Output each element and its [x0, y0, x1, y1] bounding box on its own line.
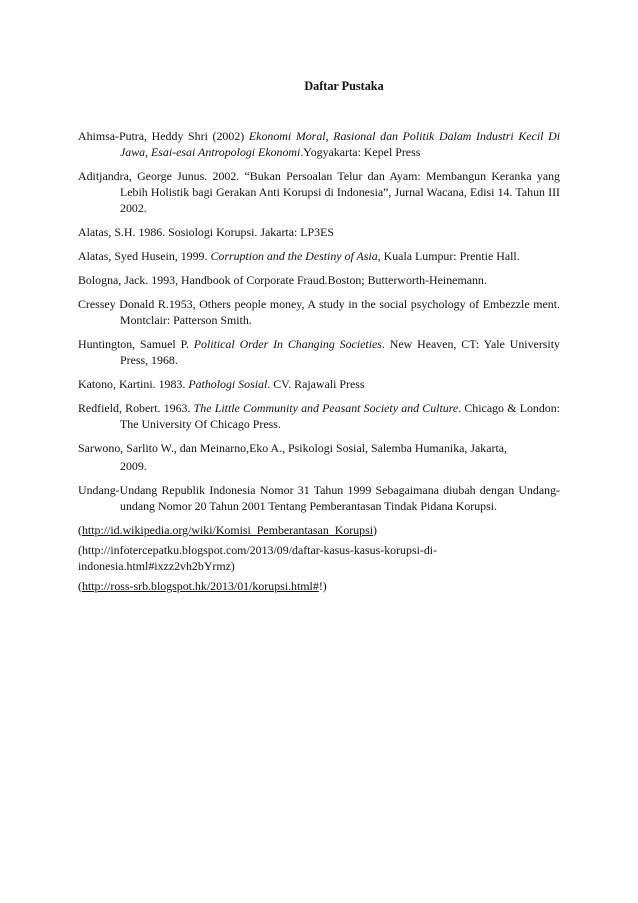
reference-ahimsa-putra: Ahimsa-Putra, Heddy Shri (2002) Ekonomi Moral, Rasional dan Politik Dalam Industri Kecil Di Jawa, Esai-esai Antropologi Ekonomi.Yogyakarta: Kepel Press: [78, 129, 561, 159]
reference-alatas-sh: Alatas, S.H. 1986. Sosiologi Korupsi. Jakarta: LP3ES: [78, 225, 334, 239]
reference-cressey: Cressey Donald R.1953, Others people money, A study in the social psychology of Embezzle ment. Montclair: Patterson Smith.: [78, 297, 560, 327]
reference-url-wikipedia: (http://id.wikipedia.org/wiki/Komisi_Pemberantasan_Korupsi): [78, 523, 378, 537]
reference-list: [78, 128, 560, 602]
page-title: Daftar Pustaka: [304, 79, 384, 93]
reference-url-ross-srb: (http://ross-srb.blogspot.hk/2013/01/korupsi.html#!): [78, 579, 327, 593]
reference-katono: Katono, Kartini. 1983. Pathologi Sosial. CV. Rajawali Press: [78, 377, 365, 391]
reference-huntington: Huntington, Samuel P. Political Order In Changing Societies. New Heaven, CT: Yale University Press, 1968.: [78, 337, 560, 367]
reference-bologna: Bologna, Jack. 1993, Handbook of Corporate Fraud.Boston; Butterworth-Heinemann.: [78, 273, 487, 287]
reference-aditjandra: Aditjandra, George Junus. 2002. “Bukan Persoalan Telur dan Ayam: Membangun Keranka yang Lebih Holistik bagi Gerakan Anti Korupsi di Indonesia”, Jurnal Wacana, Edisi 14. Tahun III 2002.: [78, 169, 560, 215]
wikipedia-link[interactable]: http://id.wikipedia.org/wiki/Komisi_Pemberantasan_Korupsi: [81, 523, 374, 537]
reference-alatas-syed-husein: Alatas, Syed Husein, 1999. Corruption and the Destiny of Asia, Kuala Lumpur: Prentie Hall.: [78, 249, 520, 263]
reference-redfield: Redfield, Robert. 1963. The Little Community and Peasant Society and Culture. Chicago & London: The University Of Chicago Press.: [78, 401, 560, 431]
reference-sarwono: Sarwono, Sarlito W., dan Meinarno,Eko A., Psikologi Sosial, Salemba Humanika, Jakarta,: [78, 441, 508, 455]
reference-sarwono-year: 2009.: [120, 459, 147, 473]
reference-undang-undang: Undang-Undang Republik Indonesia Nomor 31 Tahun 1999 Sebagaimana diubah dengan Undang-undang Nomor 20 Tahun 2001 Tentang Pemberantasan Tindak Pidana Korupsi.: [78, 483, 560, 513]
ross-srb-link[interactable]: http://ross-srb.blogspot.hk/2013/01/korupsi.html#: [81, 579, 319, 593]
reference-url-infotercepatku: (http://infotercepatku.blogspot.com/2013/09/daftar-kasus-kasus-korupsi-di-indonesia.html#ixzz2vh2bYrmz): [78, 543, 438, 573]
